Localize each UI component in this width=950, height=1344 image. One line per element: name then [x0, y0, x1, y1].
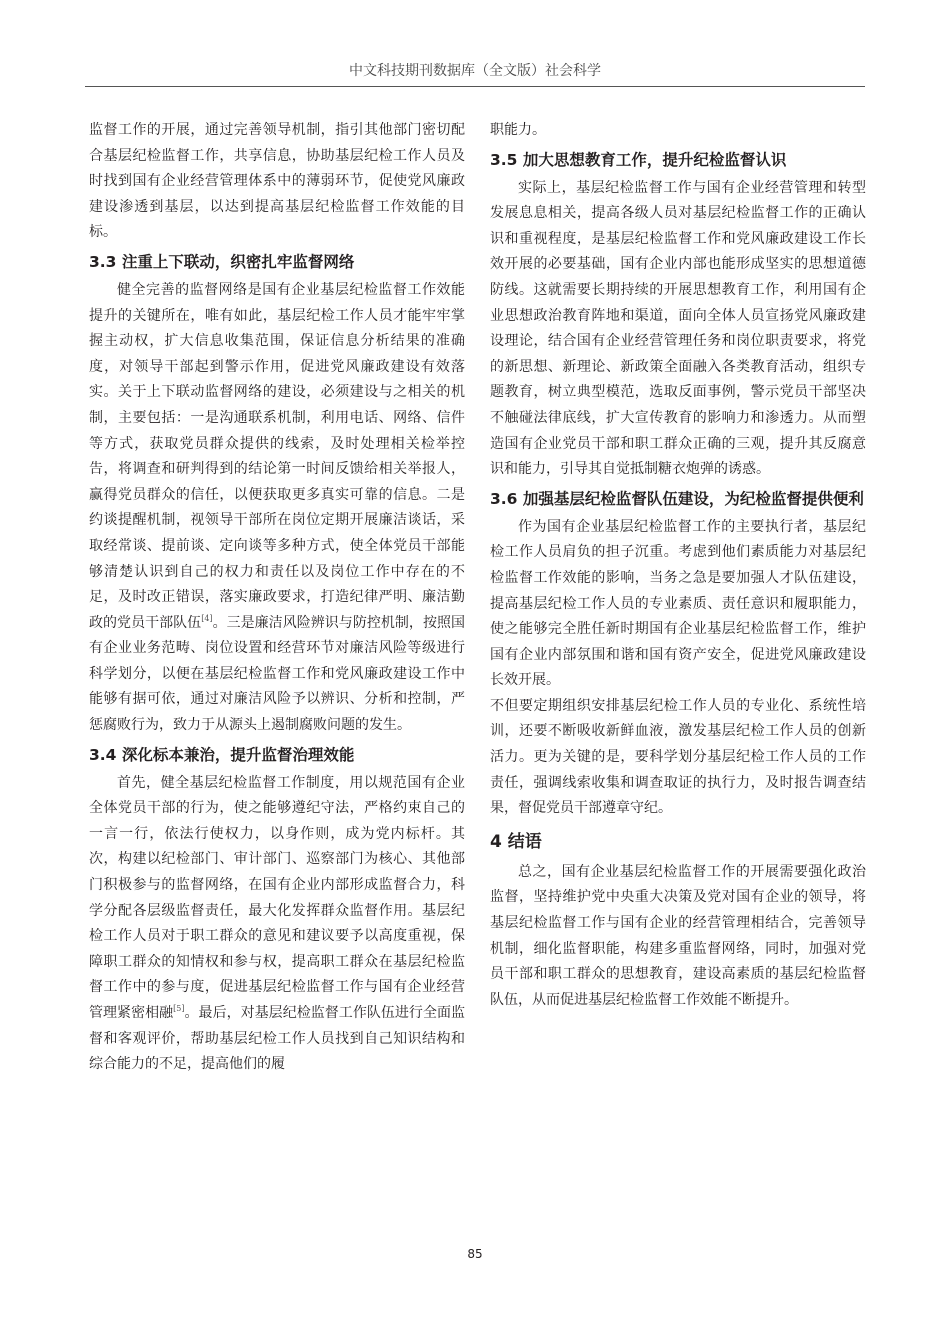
section-3-5-paragraph: 实际上，基层纪检监督工作与国有企业经营管理和转型发展息息相关，提高各级人员对基层纪检监督工作的正确认识和重视程度，是基层纪检监督工作和党风廉政建设工作长效开展的必要基础，国有企业内部也能形成坚实的思想道德防线。这就需要长期持续的开展思想教育工作，利用国有企业思想政治教育阵地和渠道，面向全体人员宣扬党风廉政建设理论，结合国有企业经营管理任务和岗位职责要求，将党的新思想、新理论、新政策全面融入各类教育活动，组织专题教育，树立典型模范，选取反面事例，警示党员干部坚决不触碰法律底线，扩大宣传教育的影响力和渗透力。从而塑造国有企业党员干部和职工群众正确的三观，提升其反腐意识和能力，引导其自觉抵制糖衣炮弹的诱惑。 — [490, 179, 866, 478]
citation-4: [4] — [201, 613, 213, 623]
section-4-heading: 4 结语 — [490, 831, 542, 852]
section-3-3-heading: 3.3 注重上下联动，织密扎牢监督网络 — [89, 252, 355, 271]
section-3-4-text: 首先，健全基层纪检监督工作制度，用以规范国有企业全体党员干部的行为，使之能够遵纪守法，严格约束自己的一言一行，依法行使权力，以身作则，成为党内标杆。其次，构建以纪检部门、审计部门、巡察部门为核心、其他部门积极参与的监督网络，在国有企业内部形成监督合力，科学分配各层级监督责任，最大化发挥群众监督作用。基层纪检工作人员对于职工群众的意见和建议要予以高度重视，保障职工群众的知情权和参与权，提高职工群众在基层纪检监督工作中的参与度，促进基层纪检监督工作与国有企业经营管理紧密相融 — [89, 774, 465, 1021]
section-3-4-text-tail: 。最后，对基层纪检监督工作队伍进行全面监督和客观评价，帮助基层纪检工作人员找到自己知识结构和综合能力的不足，提高他们的履 — [89, 1005, 466, 1073]
page-number: 85 — [467, 1247, 483, 1261]
section-3-4-paragraph — [89, 771, 465, 1078]
section-3-6-paragraph: 作为国有企业基层纪检监督工作的主要执行者，基层纪检工作人员肩负的担子沉重。考虑到他们素质能力对基层纪检监督工作效能的影响，当务之急是要加强人才队伍建设，提高基层纪检工作人员的专业素质、责任意识和履职能力，使之能够完全胜任新时期国有企业基层纪检监督工作，维护国有企业内部氛围和谐和国有资产安全，促进党风廉政建设长效开展。 — [490, 518, 866, 689]
section-3-3-text-tail: 。三是廉洁风险辨识与防控机制，按照国有企业业务范畴、岗位设置和经营环节对廉洁风险等级进行科学划分，以便在基层纪检监督工作和党风廉政建设工作中能够有据可依，通过对廉洁风险予以辨识、分析和控制，严惩腐败行为，致力于从源头上遏制腐败问题的发生。 — [89, 614, 466, 734]
right-column — [490, 118, 866, 1013]
section-4-paragraph: 总之，国有企业基层纪检监督工作的开展需要强化政治监督，坚持维护党中央重大决策及党对国有企业的领导，将基层纪检监督工作与国有企业的经营管理相结合，完善领导机制，细化监督职能，构建多重监督网络，同时，加强对党员干部和职工群众的思想教育，建设高素质的基层纪检监督队伍，从而促进基层纪检监督工作效能不断提升。 — [490, 863, 866, 1008]
left-column — [89, 118, 465, 1078]
header-rule — [85, 86, 865, 87]
section-3-3-paragraph — [89, 278, 465, 739]
citation-5: [5] — [173, 1004, 185, 1013]
continued-paragraph: 监督工作的开展，通过完善领导机制，指引其他部门密切配合基层纪检监督工作，共享信息，协助基层纪检工作人员及时找到国有企业经营管理体系中的薄弱环节，促使党风廉政建设渗透到基层，以达到提高基层纪检监督工作效能的目标。 — [89, 122, 465, 241]
section-3-5-heading: 3.5 加大思想教育工作，提升纪检监督认识 — [490, 150, 787, 169]
section-3-6-heading: 3.6 加强基层纪检监督队伍建设，为纪检监督提供便利 — [490, 489, 864, 508]
section-3-6-paragraph-2: 不但要定期组织安排基层纪检工作人员的专业化、系统性培训，还要不断吸收新鲜血液，激发基层纪检工作人员的创新活力。更为关键的是，要科学划分基层纪检工作人员的工作责任，强调线索收集和调查取证的执行力，及时报告调查结果，督促党员干部遵章守纪。 — [490, 697, 866, 817]
section-3-3-text: 健全完善的监督网络是国有企业基层纪检监督工作效能提升的关键所在，唯有如此，基层纪检工作人员才能牢牢掌握主动权，扩大信息收集范围，保证信息分析结果的准确度，对领导干部起到警示作用，促进党风廉政建设有效落实。关于上下联动监督网络的建设，必须建设与之相关的机制，主要包括：一是沟通联系机制，利用电话、网络、信件等方式，获取党员群众提供的线索，及时处理相关检举控告，将调查和研判得到的结论第一时间反馈给相关举报人，赢得党员群众的信任，以便获取更多真实可靠的信息。二是约谈提醒机制，视领导干部所在岗位定期开展廉洁谈话，采取经常谈、提前谈、定向谈等多种方式，使全体党员干部能够清楚认识到自己的权力和责任以及岗位工作中存在的不足，及时改正错误，落实廉政要求，打造纪律严明、廉洁勤政的党员干部队伍 — [89, 281, 465, 631]
section-3-4-heading: 3.4 深化标本兼治，提升监督治理效能 — [89, 745, 355, 764]
continued-paragraph-right: 职能力。 — [490, 122, 546, 138]
journal-header: 中文科技期刊数据库（全文版）社会科学 — [349, 63, 601, 79]
